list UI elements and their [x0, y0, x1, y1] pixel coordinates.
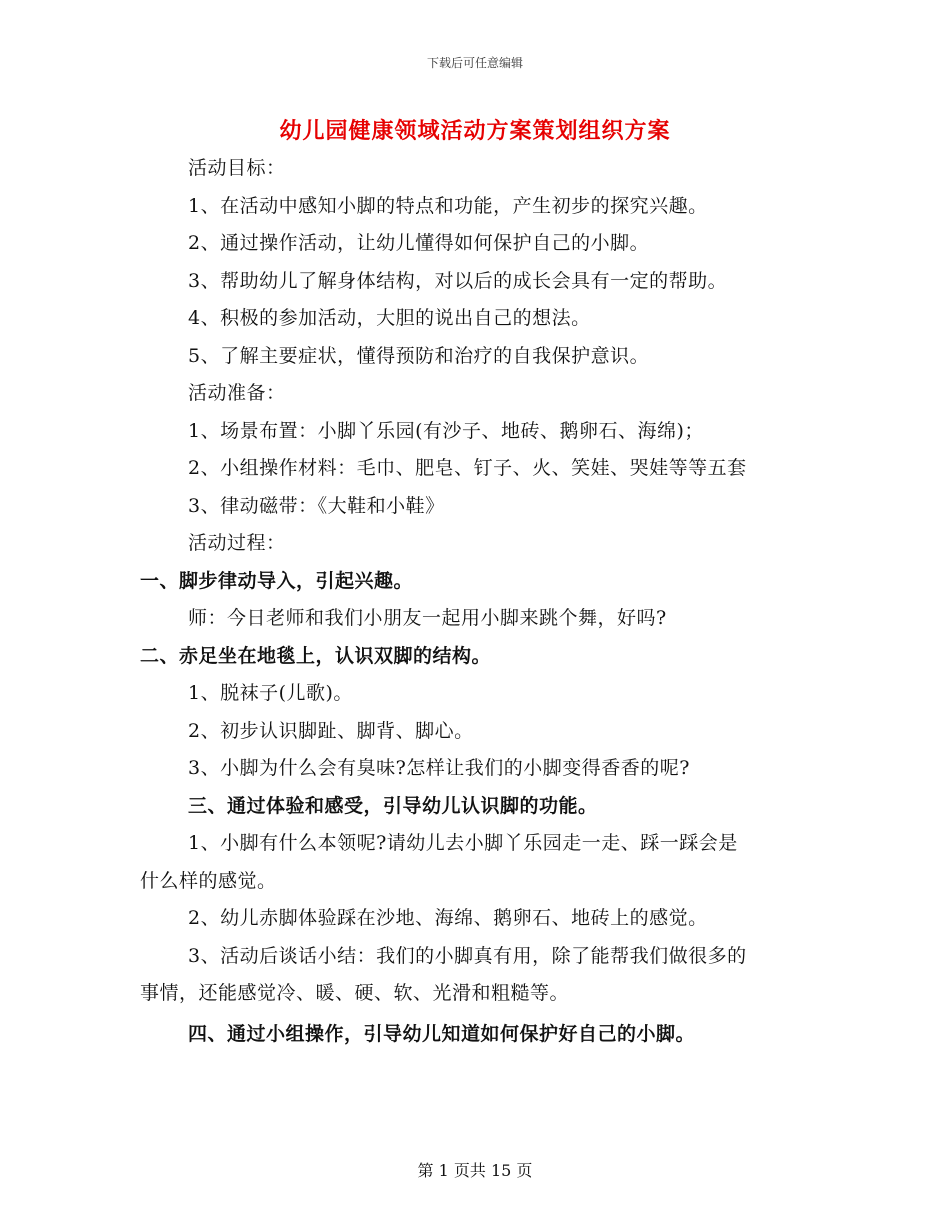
- body-line: 2、初步认识脚趾、脚背、脚心。: [188, 719, 474, 742]
- body-line: 2、通过操作活动，让幼儿懂得如何保护自己的小脚。: [188, 232, 650, 254]
- paragraph-line: 事情，还能感觉冷、暖、硬、软、光滑和粗糙等。: [140, 982, 570, 1004]
- body-line: 2、幼儿赤脚体验踩在沙地、海绵、鹅卵石、地砖上的感觉。: [188, 907, 708, 929]
- paragraph: [140, 825, 820, 900]
- paragraph-line: 3、活动后谈话小结：我们的小脚真有用，除了能帮我们做很多的: [188, 944, 747, 967]
- paragraph-line: 1、小脚有什么本领呢?请幼儿去小脚丫乐园走一走、踩一踩会是: [188, 832, 738, 854]
- body-line: 2、小组操作材料：毛巾、肥皂、钉子、火、笑娃、哭娃等等五套: [188, 457, 747, 479]
- body-line: 活动目标：: [188, 157, 286, 179]
- body-line: 3、律动磁带：《大鞋和小鞋》: [188, 494, 445, 517]
- section-heading: 三、通过体验和感受，引导幼儿认识脚的功能。: [188, 794, 598, 817]
- header-note: 下载后可任意编辑: [426, 56, 523, 70]
- body-line: 1、脱袜子(儿歌)。: [188, 682, 353, 704]
- body-line: 4、积极的参加活动，大胆的说出自己的想法。: [188, 307, 591, 329]
- body-line: 1、场景布置：小脚丫乐园(有沙子、地砖、鹅卵石、海绵)；: [188, 419, 704, 442]
- body-line: 活动过程：: [188, 532, 286, 554]
- body-line: 5、了解主要症状，懂得预防和治疗的自我保护意识。: [188, 344, 650, 367]
- document-title: 幼儿园健康领域活动方案策划组织方案: [279, 118, 671, 144]
- body-line: 3、帮助幼儿了解身体结构，对以后的成长会具有一定的帮助。: [188, 269, 728, 292]
- body-line: 师：今日老师和我们小朋友一起用小脚来跳个舞，好吗?: [188, 607, 667, 629]
- body-line: 1、在活动中感知小脚的特点和功能，产生初步的探究兴趣。: [188, 194, 708, 217]
- paragraph-line: 什么样的感觉。: [140, 869, 277, 892]
- paragraph: [140, 938, 820, 1013]
- section-heading: 二、赤足坐在地毯上，认识双脚的结构。: [140, 644, 492, 667]
- page-footer: 第 1 页共 15 页: [417, 1161, 533, 1180]
- body-line: 3、小脚为什么会有臭味?怎样让我们的小脚变得香香的呢?: [188, 757, 690, 779]
- section-heading: 四、通过小组操作，引导幼儿知道如何保护好自己的小脚。: [188, 1022, 696, 1045]
- body-line: 活动准备：: [188, 382, 286, 404]
- section-heading: 一、脚步律动导入，引起兴趣。: [140, 569, 414, 592]
- document-body: [140, 150, 820, 1053]
